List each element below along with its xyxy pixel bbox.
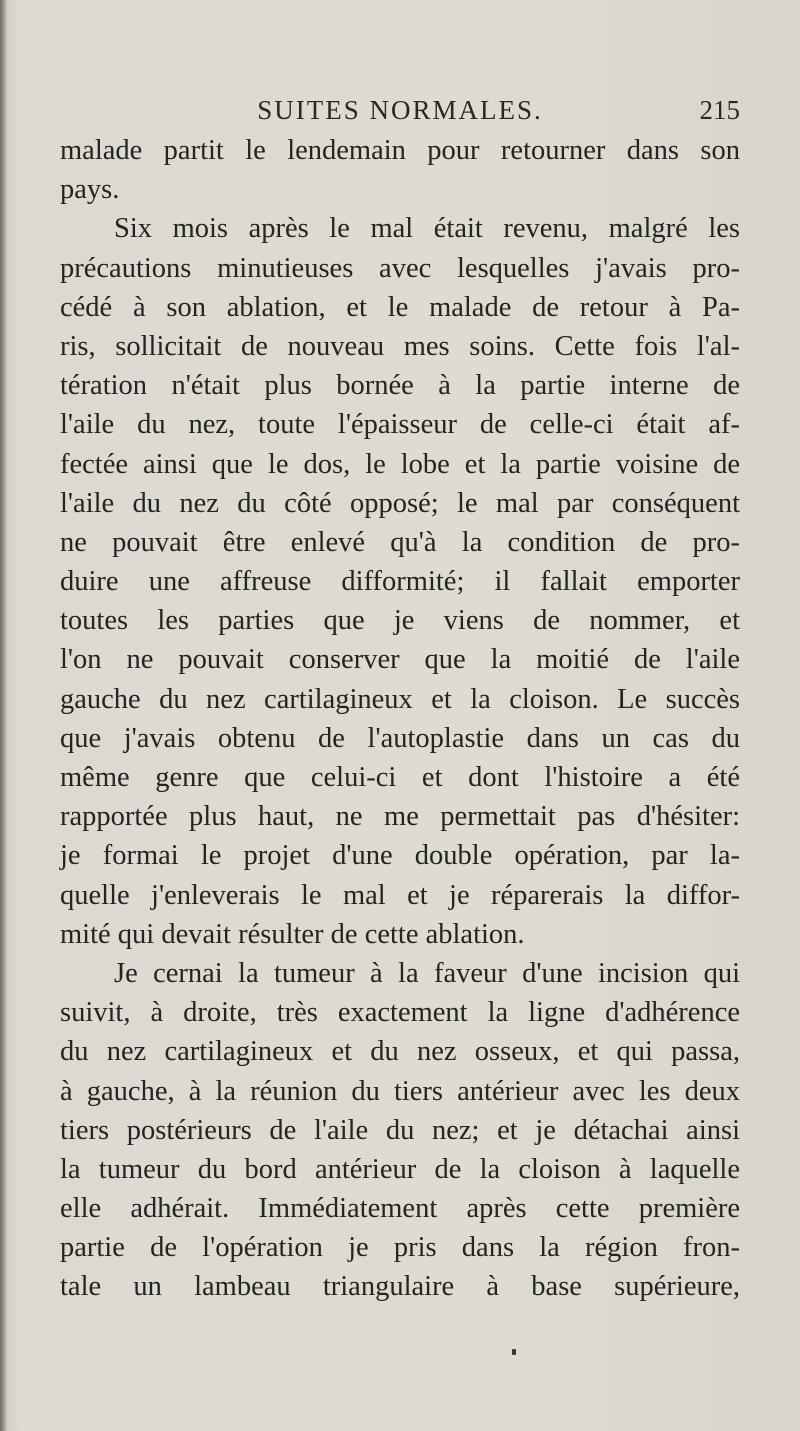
text-line: même genre que celui-ci et dont l'histoire a été [60,762,740,793]
text-line: tale un lambeau triangulaire à base supérieure, [60,1271,740,1303]
text-line: à gauche, à la réunion du tiers antérieur avec les deux [60,1075,740,1107]
page-header [60,95,740,131]
running-title: SUITES NORMALES. [257,95,543,125]
text-line: Je cernai la tumeur à la faveur d'une incision qui [114,957,740,989]
page-number: 215 [699,95,740,125]
text-line: je formai le projet d'une double opération, par la- [60,840,740,872]
text-line: tiers postérieurs de l'aile du nez; et je détachai ainsi [60,1114,740,1146]
text-line: Six mois après le mal était revenu, malgré les [114,213,740,245]
text-line: l'aile du nez, toute l'épaisseur de celle-ci était af- [60,409,740,441]
text-line: suivit, à droite, très exactement la ligne d'adhérence [60,997,740,1029]
text-line: toutes les parties que je viens de nommer, et [60,605,740,637]
binding-edge [0,0,6,1431]
text-line: duire une affreuse difformité; il fallait emporter [60,566,740,598]
text-line: ris, sollicitait de nouveau mes soins. Cette fois l'al- [60,330,740,362]
text-line: mité qui devait résulter de cette ablation. [60,918,525,950]
text-line: tération n'était plus bornée à la partie interne de [60,370,740,402]
text-line: l'aile du nez du côté opposé; le mal par conséquent [60,487,740,519]
text-line: cédé à son ablation, et le malade de retour à Pa- [60,291,740,323]
text-line: gauche du nez cartilagineux et la cloison. Le succès [60,683,740,715]
text-line: partie de l'opération je pris dans la région fron- [60,1232,740,1264]
text-line: malade partit le lendemain pour retourner dans son [60,135,740,166]
text-line: elle adhérait. Immédiatement après cette première [60,1193,740,1225]
text-line: que j'avais obtenu de l'autoplastie dans un cas du [60,722,740,754]
text-line: l'on ne pouvait conserver que la moitié de l'aile [60,644,740,676]
text-line: la tumeur du bord antérieur de la cloison à laquelle [60,1153,740,1185]
text-line: précautions minutieuses avec lesquelles j'avais pro- [60,252,740,284]
text-line: fectée ainsi que le dos, le lobe et la partie voisine de [60,448,740,480]
text-line: du nez cartilagineux et du nez osseux, et qui passa, [60,1036,740,1068]
text-line: rapportée plus haut, ne me permettait pas d'hésiter: [60,801,740,833]
body-text [60,131,740,1307]
text-line: quelle j'enleverais le mal et je réparerais la diffor- [60,879,740,911]
text-line: pays. [60,174,120,206]
ink-speck [512,1349,516,1355]
text-line: ne pouvait être enlevé qu'à la condition de pro- [60,526,740,558]
